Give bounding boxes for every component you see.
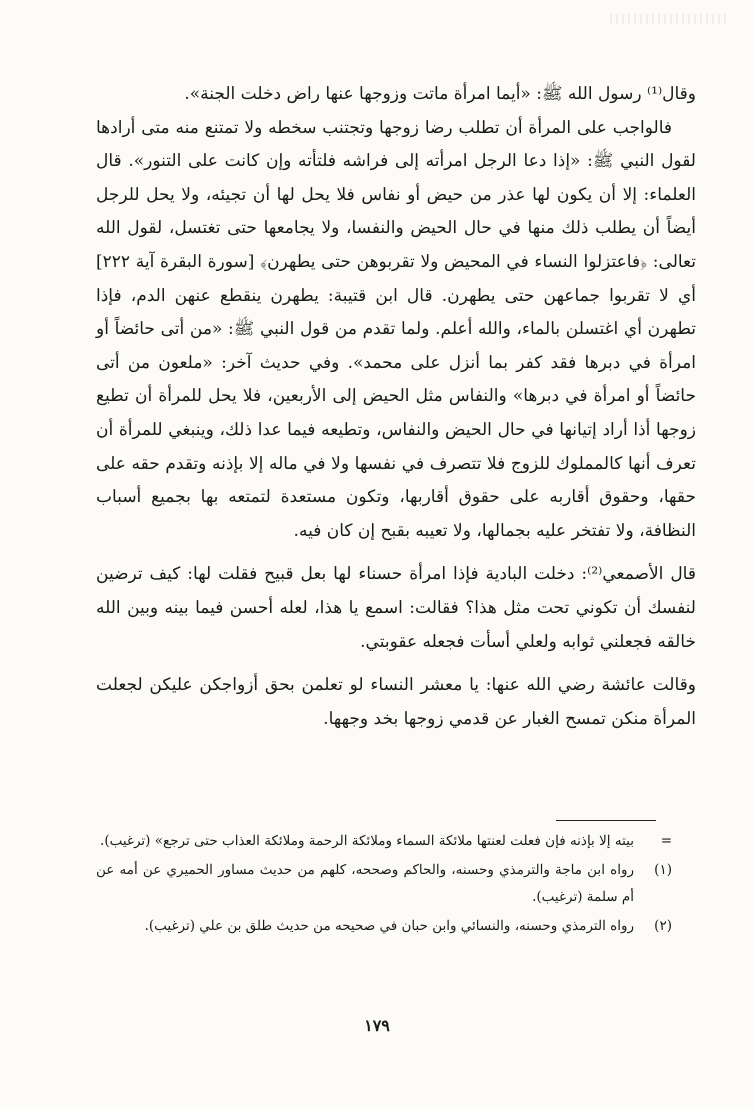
footnote-divider [556, 820, 656, 821]
paragraph: قال الأصمعي⁽²⁾: دخلت البادية فإذا امرأة حسناء لها بعل قبيح فقلت لها: كيف ترضين لنفسك أن تكوني تحت مثل هذا؟ فقالت: اسمع يا هذا، لعله أحسن فيما بينه وبين الله خالقه فجعلني ثوابه ولعلي أسأت فجعله عقوبتي. [96, 564, 696, 652]
footnote [96, 913, 672, 940]
footnote-marker: = [660, 833, 672, 849]
footnote-text: بيته إلا بإذنه فإن فعلت لعنتها ملائكة السماء وملائكة الرحمة وملائكة العذاب حتى ترجع» (ترغيب). [100, 833, 634, 849]
footnote [96, 828, 672, 855]
page-number: ١٧٩ [364, 1016, 390, 1035]
main-text [96, 78, 696, 736]
footnotes [96, 828, 672, 940]
scan-artifact [610, 14, 730, 24]
paragraph: فالواجب على المرأة أن تطلب رضا زوجها وتجتنب سخطه ولا تمتنع منه متى أرادها لقول النبي ﷺ: «إذا دعا الرجل امرأته إلى فراشه فلتأته وإن كانت على التنور». قال العلماء: إلا أن يكون لها عذر من حيض أو نفاس فلا يحل لها أن تجيئه، ولا يحل للرجل أيضاً أن يطلب ذلك منها في حال الحيض والنفسا، ولا يجامعها حتى تغتسل، لقول الله تعالى: ﴿فاعتزلوا النساء في المحيض ولا تقربوهن حتى يطهرن﴾ [سورة البقرة آية ٢٢٢] أي لا تقربوا جماعهن حتى يطهرن. قال ابن قتيبة: يطهرن ينقطع عنهن الدم، فإذا تطهرن أي اغتسلن بالماء، والله أعلم. ولما تقدم من قول النبي ﷺ: «من أتى حائضاً أو امرأة في دبرها فقد كفر بما أنزل على محمد». وفي حديث آخر: «ملعون من أتى حائضاً أو امرأة في دبرها» والنفاس مثل الحيض إلى الأربعين، فلا يحل للمرأة أن تطيع زوجها أذا أراد إتيانها في حال الحيض والنفاس، وتطيعه فيما عدا ذلك، وينبغي للمرأة أن تعرف أنها كالمملوك للزوج فلا تتصرف في نفسها ولا في ماله إلا بإذنه وتقدم حقه على حقها، وحقوق أقاربه على حقوق أقاربها، وتكون مستعدة لتمتعه بها بجميع أسباب النظافة، ولا تفتخر عليه بجمالها، ولا تعيبه بقبح إن كان فيه. [96, 117, 697, 541]
footnote-marker: (١) [654, 862, 672, 878]
footnote-marker: (٢) [654, 918, 672, 934]
paragraph: وقال⁽¹⁾ رسول الله ﷺ: «أيما امرأة ماتت وزوجها عنها راض دخلت الجنة». [184, 84, 696, 104]
footnote-text: رواه ابن ماجة والترمذي وحسنه، والحاكم وصححه، كلهم من حديث مساور الحميري عن أمه عن أم سلمة (ترغيب). [96, 862, 634, 905]
paragraph: وقالت عائشة رضي الله عنها: يا معشر النساء لو تعلمن بحق أزواجكن عليكن لجعلت المرأة منكن تمسح الغبار عن قدمي زوجها بخد وجهها. [96, 675, 696, 729]
footnote-text: رواه الترمذي وحسنه، والنسائي وابن حبان في صحيحه من حديث طلق بن علي (ترغيب). [144, 918, 634, 934]
footnote [96, 857, 672, 911]
